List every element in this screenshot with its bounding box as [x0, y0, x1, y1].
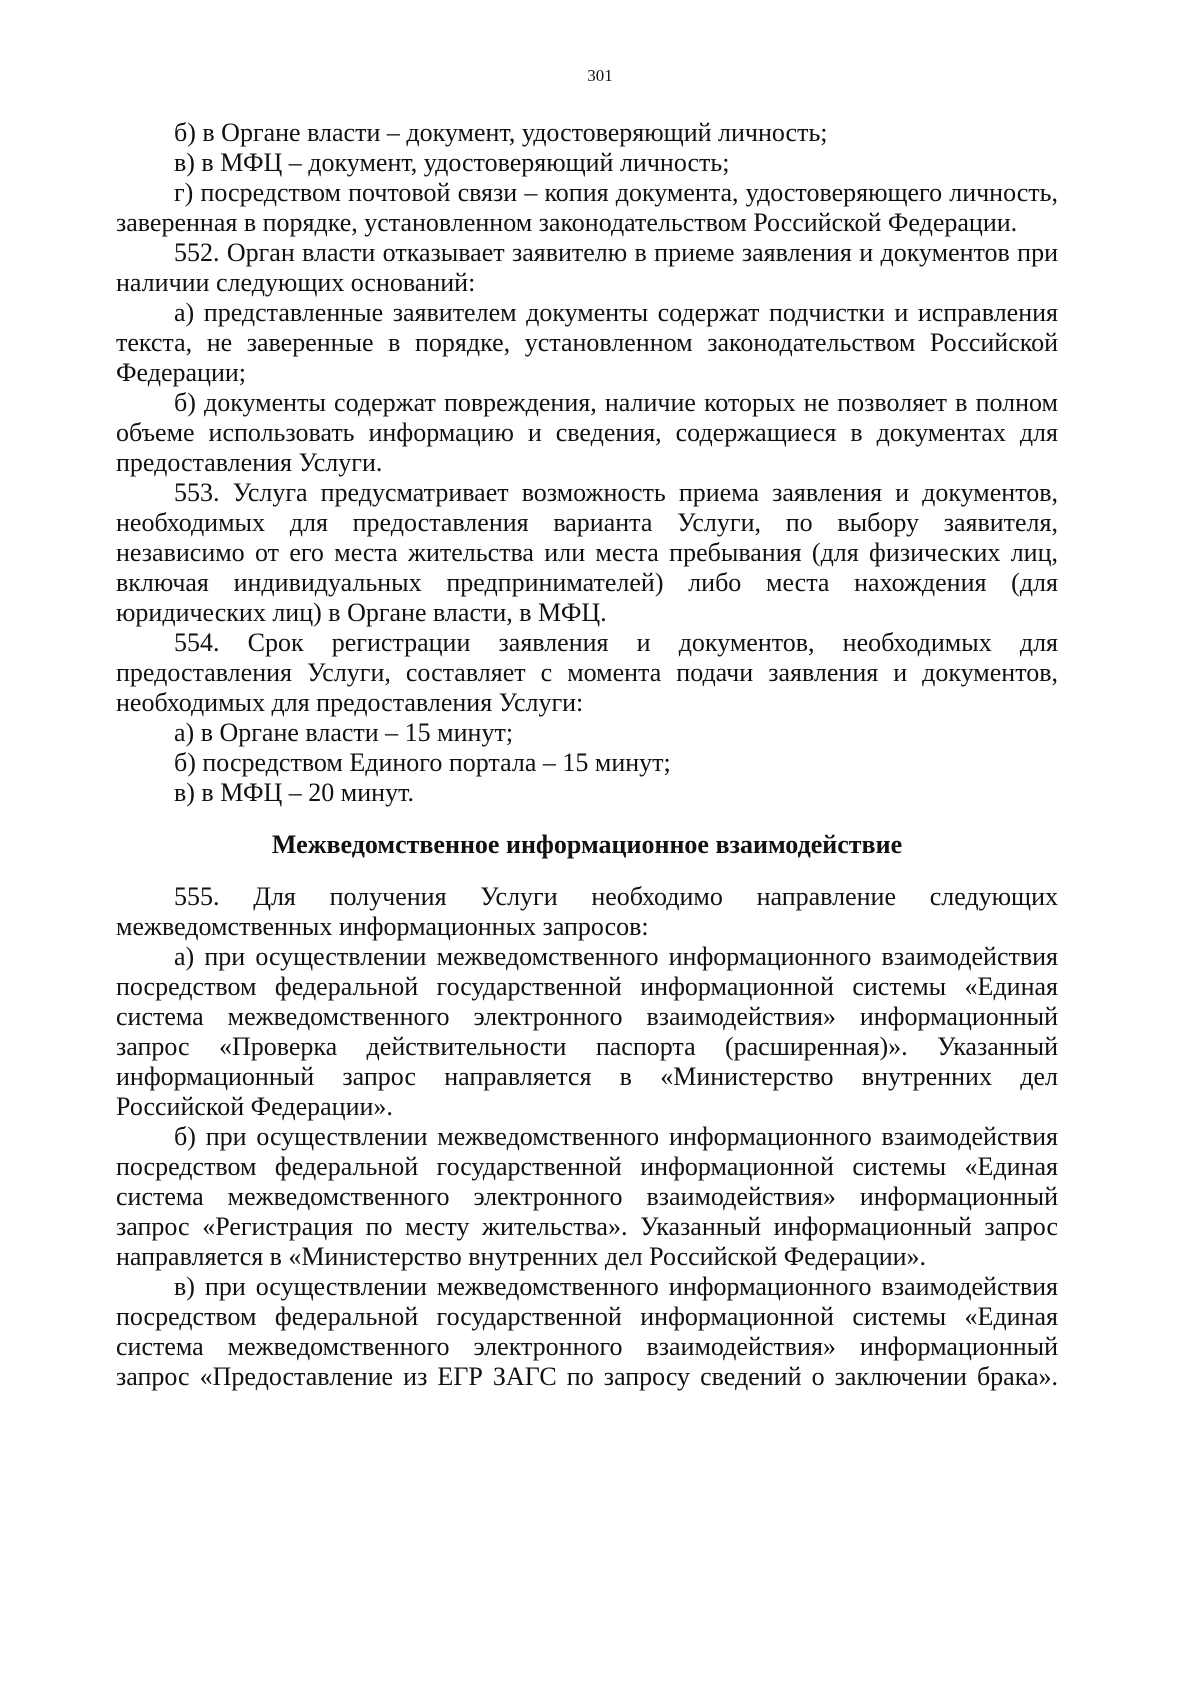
document-body: [116, 118, 1058, 1392]
paragraph-555: 555. Для получения Услуги необходимо направление следующих межведомственных информационных запросов:: [116, 882, 1058, 941]
paragraph-555-b: б) при осуществлении межведомственного информационного взаимодействия посредством федеральной государственной информационной системы «Единая система межведомственного электронного взаимодействия» информационный запрос «Регистрация по месту жительства». Указанный информационный запрос направляется в «Министерство внутренних дел Российской Федерации».: [116, 1122, 1058, 1271]
paragraph-553: 553. Услуга предусматривает возможность приема заявления и документов, необходимых для предоставления варианта Услуги, по выбору заявителя, независимо от его места жительства или места пребывания (для физических лиц, включая индивидуальных предпринимателей) либо места нахождения (для юридических лиц) в Органе власти, в МФЦ.: [116, 478, 1058, 627]
paragraph-identity-authority: б) в Органе власти – документ, удостоверяющий личность;: [174, 118, 828, 147]
paragraph-552-b: б) документы содержат повреждения, наличие которых не позволяет в полном объеме использовать информацию и сведения, содержащиеся в документах для предоставления Услуги.: [116, 388, 1058, 477]
paragraph-552-a: а) представленные заявителем документы содержат подчистки и исправления текста, не заверенные в порядке, установленном законодательством Российской Федерации;: [116, 298, 1058, 387]
section-heading: Межведомственное информационное взаимодействие: [271, 830, 903, 859]
paragraph-555-a: а) при осуществлении межведомственного информационного взаимодействия посредством федеральной государственной информационной системы «Единая система межведомственного электронного взаимодействия» информационный запрос «Проверка действительности паспорта (расширенная)». Указанный информационный запрос направляется в «Министерство внутренних дел Российской Федерации».: [116, 942, 1058, 1121]
paragraph-555-c: в) при осуществлении межведомственного информационного взаимодействия посредством федеральной государственной информационной системы «Единая система межведомственного электронного взаимодействия» информационный запрос «Предоставление из ЕГР ЗАГС по запросу сведений о заключении брака».: [116, 1272, 1058, 1391]
paragraph-554-c: в) в МФЦ – 20 минут.: [174, 778, 414, 807]
paragraph-554-a: а) в Органе власти – 15 минут;: [174, 718, 514, 747]
paragraph-identity-post: г) посредством почтовой связи – копия документа, удостоверяющего личность, заверенная в порядке, установленном законодательством Российской Федерации.: [116, 178, 1058, 237]
paragraph-identity-mfc: в) в МФЦ – документ, удостоверяющий личность;: [174, 148, 730, 177]
paragraph-552: 552. Орган власти отказывает заявителю в приеме заявления и документов при наличии следующих оснований:: [116, 238, 1058, 297]
page-number: 301: [587, 66, 613, 85]
paragraph-554-b: б) посредством Единого портала – 15 минут;: [174, 748, 671, 777]
paragraph-554: 554. Срок регистрации заявления и документов, необходимых для предоставления Услуги, составляет с момента подачи заявления и документов, необходимых для предоставления Услуги:: [116, 628, 1058, 717]
